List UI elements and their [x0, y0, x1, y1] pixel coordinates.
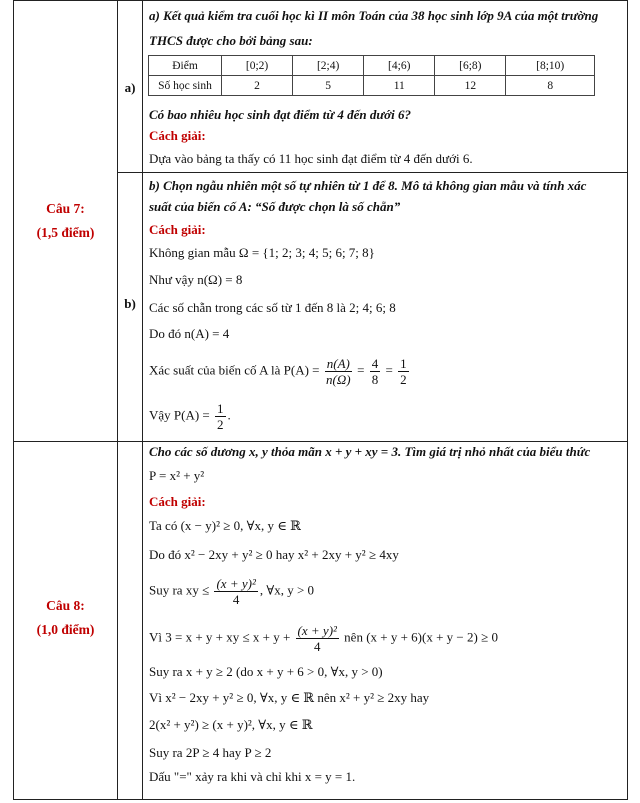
sub-column-divider [142, 0, 143, 441]
fraction: $\frac{\text{(x + y)²}}{4}$ [216, 576, 256, 607]
q7a-prompt-line2: THCS được cho bởi bảng sau: [149, 33, 313, 48]
q7a-prompt-line1: a) Kết quả kiểm tra cuối học kì II môn Toán của 38 học sinh lớp 9A của một trường [149, 8, 599, 23]
q8-step-7: 2(x² + y²) ≥ (x + y)², ∀x, y ∈ ℝ [149, 717, 313, 732]
score-table-row-counts [149, 76, 595, 96]
q7a-answer: Dựa vào bảng ta thấy có 11 học sinh đạt điểm từ 4 đến dưới 6. [149, 151, 473, 166]
q7b-prompt-line1: b) Chọn ngẫu nhiên một số tự nhiên từ 1 để 8. Mô tả không gian mẫu và tính xác [149, 178, 587, 193]
q7b-conclusion: Vậy P(A) = $\frac{1}{2}$ . [149, 401, 231, 432]
q8-prompt-line2: P = x² + y² [149, 468, 205, 483]
table-cell: Điểm [149, 56, 222, 76]
fraction: $\frac{4}{8}$ [371, 356, 379, 387]
table-cell: Số học sinh [149, 76, 222, 96]
fraction: $\frac{n(A)}{n(\Omega)}$ [326, 356, 351, 387]
q8-prompt-line1: Cho các số dương x, y thỏa mãn x + y + xy = 3. Tìm giá trị nhỏ nhất của biểu thức [149, 444, 591, 459]
q8-step-1: Ta có (x − y)² ≥ 0, ∀x, y ∈ ℝ [149, 518, 301, 533]
table-cell: [6;8) [435, 56, 506, 76]
q8-step-6: Vì x² − 2xy + y² ≥ 0, ∀x, y ∈ ℝ nên x² + y² ≥ 2xy hay [149, 690, 430, 705]
q7b-solution-label: Cách giải: [149, 222, 206, 237]
fraction: $\frac{\text{(x + y)²}}{4}$ [297, 623, 337, 654]
table-cell: [2;4) [293, 56, 364, 76]
column-divider [117, 0, 118, 800]
q8-equality-condition: Dấu "=" xảy ra khi và chỉ khi x = y = 1. [149, 769, 356, 784]
table-cell: [8;10) [506, 56, 595, 76]
table-cell: [0;2) [222, 56, 293, 76]
q8-step-8: Suy ra 2P ≥ 4 hay P ≥ 2 [149, 745, 272, 760]
row-divider-q7-q8 [13, 441, 628, 442]
q7b-probability-line: Xác suất của biến cố A là P(A) = $\frac{n(A)}{n(\Omega)}$ = $\frac{4}{8}$ = $\frac{1}{2}$ [149, 356, 407, 387]
q7b-even-numbers: Các số chẵn trong các số từ 1 đến 8 là 2; 4; 6; 8 [149, 300, 396, 315]
q7-label: Câu 7: [46, 201, 85, 216]
q7-points: (1,5 điểm) [36, 225, 95, 240]
q8-step-2: Do đó x² − 2xy + y² ≥ 0 hay x² + 2xy + y² ≥ 4xy [149, 547, 399, 562]
q7b-n-omega: Như vậy n(Ω) = 8 [149, 272, 243, 287]
table-cell: 12 [435, 76, 506, 96]
table-cell: 8 [506, 76, 595, 96]
fraction: $\frac{1}{2}$ [217, 401, 224, 432]
q7b-sample-space: Không gian mẫu Ω = {1; 2; 3; 4; 5; 6; 7; 8} [149, 245, 375, 260]
q8-step-3: Suy ra xy ≤ $\frac{\text{(x + y)²}}{4}$ , ∀x, y > 0 [149, 576, 315, 607]
row-divider-a-b [117, 172, 628, 173]
score-table-row-header [149, 56, 595, 76]
q8-step-5: Suy ra x + y ≥ 2 (do x + y + 6 > 0, ∀x, y > 0) [149, 664, 383, 679]
q7b-n-a: Do đó n(A) = 4 [149, 326, 230, 341]
q7b-prompt-line2: suất của biến cố A: “Số được chọn là số chẵn” [149, 199, 401, 214]
table-cell: [4;6) [364, 56, 435, 76]
q7a-solution-label: Cách giải: [149, 128, 206, 143]
q8-points: (1,0 điểm) [36, 622, 95, 637]
score-table [148, 55, 595, 96]
table-cell: 11 [364, 76, 435, 96]
sub-column-divider-q8 [142, 441, 143, 800]
q8-label: Câu 8: [46, 598, 85, 613]
table-cell: 5 [293, 76, 364, 96]
q7b-label: b) [124, 296, 136, 311]
fraction: $\frac{1}{2}$ [400, 356, 407, 387]
q7a-question: Có bao nhiêu học sinh đạt điểm từ 4 đến dưới 6? [149, 107, 412, 122]
q7a-label: a) [124, 80, 136, 95]
q8-solution-label: Cách giải: [149, 494, 206, 509]
table-cell: 2 [222, 76, 293, 96]
q8-step-4: Vì 3 = x + y + xy ≤ x + y + $\frac{\text{(x + y)²}}{4}$ nên (x + y + 6)(x + y − 2) ≥ 0 [149, 623, 498, 654]
